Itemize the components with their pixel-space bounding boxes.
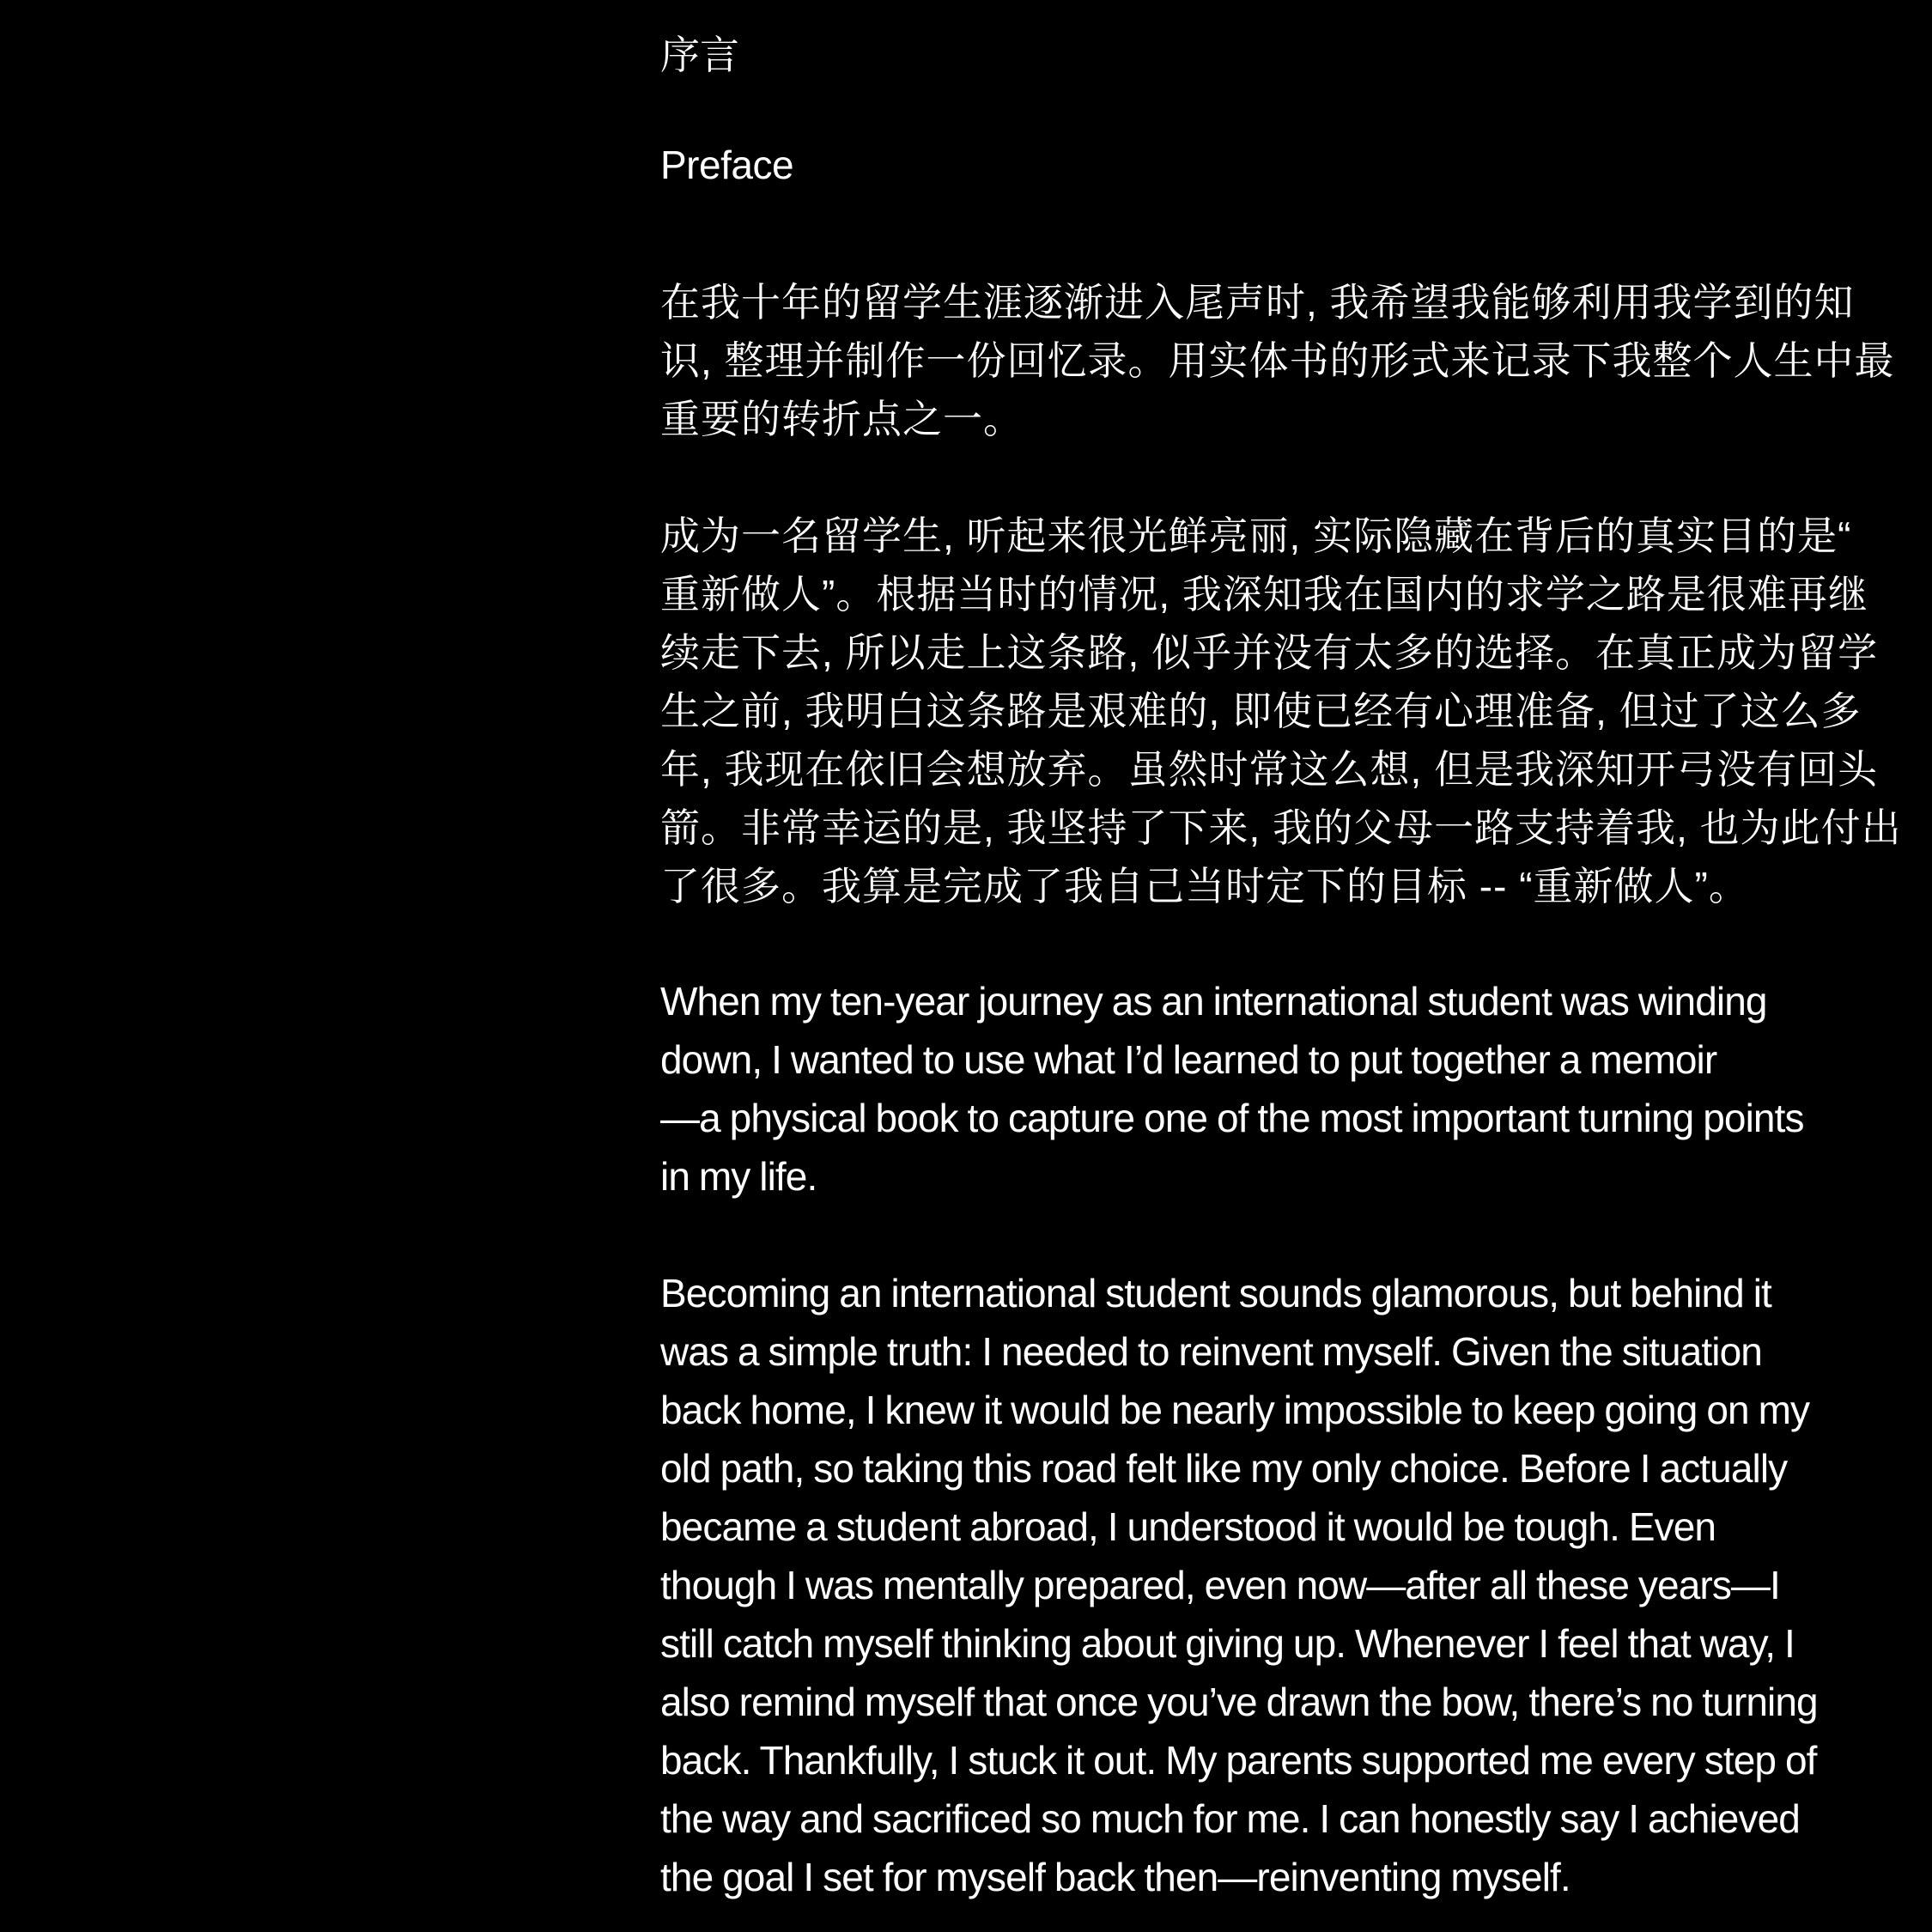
text-line: 生之前, 我明白这条路是艰难的, 即使已经有心理准备, 但过了这么多	[660, 689, 1862, 733]
paragraph-english-2	[660, 1264, 1897, 1906]
text-line: the way and sacrificed so much for me. I can honestly say I achieved	[660, 1796, 1800, 1841]
text-line: also remind myself that once you’ve drawn the bow, there’s no turning	[660, 1680, 1818, 1724]
text-line: 成为一名留学生, 听起来很光鲜亮丽, 实际隐藏在背后的真实目的是“	[660, 513, 1852, 558]
text-line: 续走下去, 所以走上这条路, 似乎并没有太多的选择。在真正成为留学	[660, 630, 1879, 675]
paragraph-chinese-1	[660, 273, 1897, 448]
text-line: 年, 我现在依旧会想放弃。虽然时常这么想, 但是我深知开弓没有回头	[660, 747, 1879, 792]
text-line: down, I wanted to use what I’d learned to put together a memoir	[660, 1037, 1717, 1082]
text-line: though I was mentally prepared, even now—after all these years—I	[660, 1563, 1780, 1607]
text-line: was a simple truth: I needed to reinvent myself. Given the situation	[660, 1329, 1762, 1374]
text-line: —a physical book to capture one of the most important turning points	[660, 1096, 1804, 1140]
text-line: Becoming an international student sounds glamorous, but behind it	[660, 1271, 1771, 1315]
paragraph-chinese-2	[660, 507, 1902, 915]
text-line: in my life.	[660, 1154, 817, 1199]
text-line: old path, so taking this road felt like my only choice. Before I actually	[660, 1446, 1788, 1491]
text-line: 在我十年的留学生涯逐渐进入尾声时, 我希望我能够利用我学到的知	[660, 280, 1855, 325]
text-line: back home, I knew it would be nearly impossible to keep going on my	[660, 1388, 1810, 1432]
text-line: 箭。非常幸运的是, 我坚持了下来, 我的父母一路支持着我, 也为此付出	[660, 805, 1902, 850]
text-line: back. Thankfully, I stuck it out. My parents supported me every step of	[660, 1738, 1817, 1783]
text-line: became a student abroad, I understood it would be tough. Even	[660, 1504, 1716, 1549]
heading-chinese: 序言	[660, 33, 739, 77]
text-line: still catch myself thinking about giving up. Whenever I feel that way, I	[660, 1621, 1795, 1666]
text-line: the goal I set for myself back then—reinventing myself.	[660, 1855, 1571, 1899]
text-line: 了很多。我算是完成了我自己当时定下的目标 -- “重新做人”。	[660, 864, 1749, 908]
text-line: 重要的转折点之一。	[660, 397, 1024, 441]
text-line: 重新做人”。根据当时的情况, 我深知我在国内的求学之路是很难再继	[660, 572, 1868, 617]
text-line: When my ten-year journey as an international student was winding	[660, 979, 1767, 1024]
heading-english: Preface	[660, 143, 794, 187]
paragraph-english-1	[660, 972, 1897, 1206]
text-line: 识, 整理并制作一份回忆录。用实体书的形式来记录下我整个人生中最	[660, 338, 1895, 383]
